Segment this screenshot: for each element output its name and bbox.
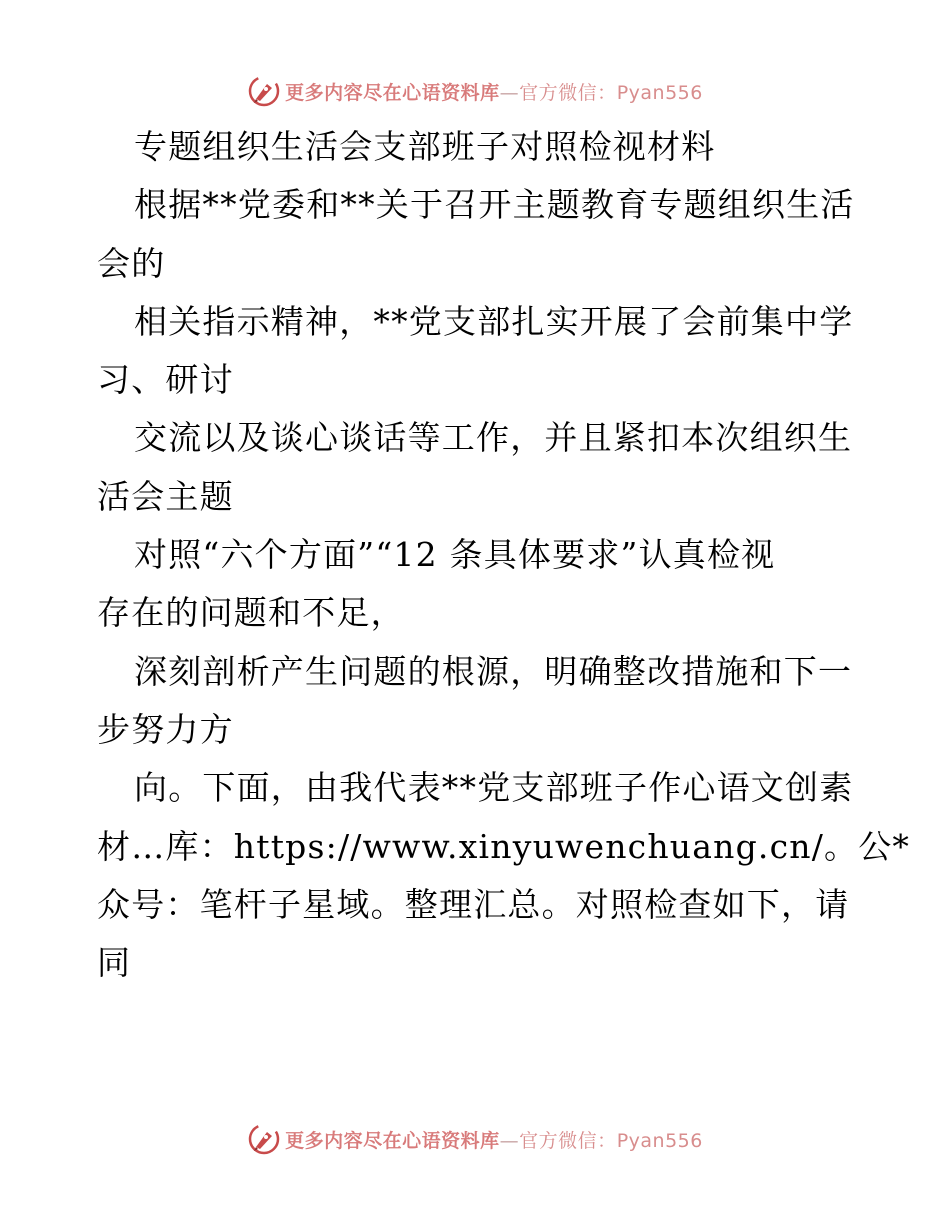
paragraph-line: 材…库：https://www.xinyuwenchuang.cn/。公* [97, 826, 911, 866]
watermark-text [285, 1126, 703, 1153]
watermark-brand: 更多内容尽在心语资料库 [285, 81, 500, 104]
watermark-handle: Pyan556 [616, 1129, 703, 1152]
footer-watermark [0, 1119, 950, 1159]
pen-nib-logo-icon [247, 74, 281, 108]
watermark-brand: 更多内容尽在心语资料库 [285, 1129, 500, 1152]
paragraph-line: 习、研讨 [97, 360, 234, 400]
watermark-dash: — [499, 81, 520, 104]
watermark-suffix: 官方微信： [519, 1129, 617, 1152]
paragraph-line: 众号：笔杆子星域。整理汇总。对照检查如下，请 [97, 884, 850, 924]
watermark-dash: — [499, 1129, 520, 1152]
paragraph-line: 交流以及谈心谈话等工作，并且紧扣本次组织生 [134, 418, 853, 458]
paragraph-line: 向。下面，由我代表**党支部班子作心语文创素 [134, 768, 854, 808]
paragraph-line: 存在的问题和不足， [97, 593, 405, 633]
paragraph-line: 活会主题 [97, 476, 234, 516]
header-watermark [0, 71, 950, 111]
paragraph-line: 会的 [97, 243, 166, 283]
watermark-suffix: 官方微信： [519, 81, 617, 104]
paragraph-line: 步努力方 [97, 709, 234, 749]
paragraph-line: 深刻剖析产生问题的根源，明确整改措施和下一 [134, 651, 853, 691]
watermark-text [285, 78, 703, 105]
watermark-handle: Pyan556 [616, 81, 703, 104]
paragraph-line: 对照“六个方面”“12 条具体要求”认真检视 [134, 535, 776, 575]
document-body [97, 118, 911, 992]
paragraph-line: 根据**党委和**关于召开主题教育专题组织生活 [134, 185, 855, 225]
paragraph-line: 相关指示精神，**党支部扎实开展了会前集中学 [134, 301, 854, 341]
document-title: 专题组织生活会支部班子对照检视材料 [134, 127, 716, 166]
paragraph-line: 同 [97, 943, 132, 983]
pen-nib-logo-icon [247, 1122, 281, 1156]
